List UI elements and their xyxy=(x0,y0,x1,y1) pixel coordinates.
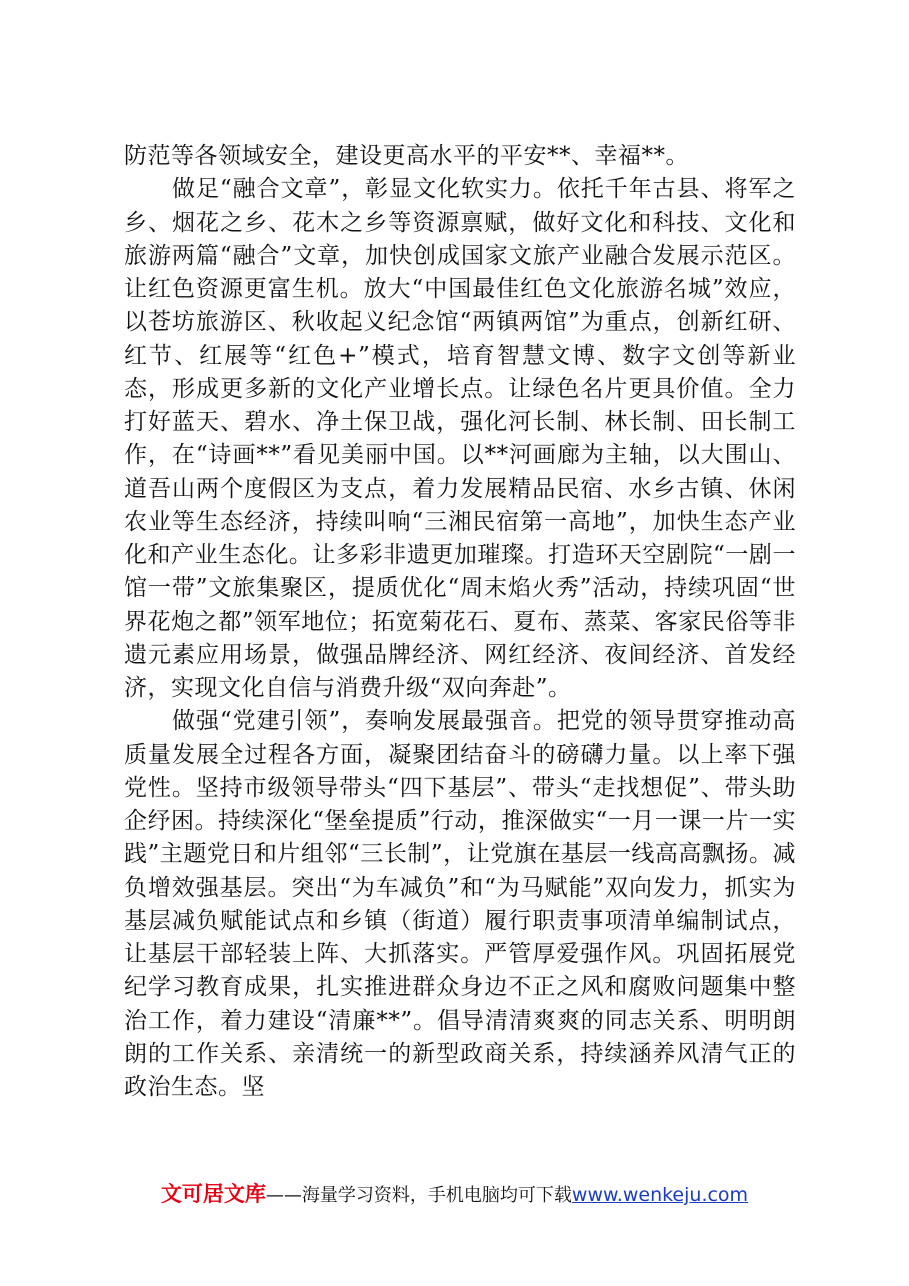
paragraph-continuation: 防范等各领域安全，建设更高水平的平安**、幸福**。 xyxy=(124,143,689,169)
footer-brand: 文可居文库 xyxy=(160,1182,266,1206)
footer-url-link[interactable]: www.wenkeju.com xyxy=(571,1184,749,1206)
footer-banner xyxy=(0,1178,909,1208)
document-body xyxy=(124,140,796,1104)
footer-tagline: ——海量学习资料，手机电脑均可下载 xyxy=(265,1185,572,1206)
paragraph-culture: 做足“融合文章”，彰显文化软实力。依托千年古县、将军之乡、烟花之乡、花木之乡等资源禀赋，做好文化和科技、文化和旅游两篇“融合”文章，加快创成国家文旅产业融合发展示范区。让红色资源更富生机。放大“中国最佳红色文化旅游名城”效应，以苍坊旅游区、秋收起义纪念馆“两镇两馆”为重点，创新红研、红节、红展等“红色+”模式，培育智慧文博、数字文创等新业态，形成更多新的文化产业增长点。让绿色名片更具价值。全力打好蓝天、碧水、净土保卫战，强化河长制、林长制、田长制工作，在“诗画**”看见美丽中国。以**河画廊为主轴，以大围山、道吾山两个度假区为支点，着力发展精品民宿、水乡古镇、休闲农业等生态经济，持续叫响“三湘民宿第一高地”，加快生态产业化和产业生态化。让多彩非遗更加璀璨。打造环天空剧院“一剧一馆一带”文旅集聚区，提质优化“周末焰火秀”活动，持续巩固“世界花炮之都”领军地位；拓宽菊花石、夏布、蒸菜、客家民俗等非遗元素应用场景，做强品牌经济、网红经济、夜间经济、首发经济，实现文化自信与消费升级“双向奔赴”。 xyxy=(124,176,796,701)
paragraph-party-building: 做强“党建引领”，奏响发展最强音。把党的领导贯穿推动高质量发展全过程各方面，凝聚团结奋斗的磅礴力量。以上率下强党性。坚持市级领导带头“四下基层”、带头“走找想促”、带头助企纾困。持续深化“堡垒提质”行动，推深做实“一月一课一片一实践”主题党日和片组邻“三长制”，让党旗在基层一线高高飘扬。减负增效强基层。突出“为车减负”和“为马赋能”双向发力，抓实为基层减负赋能试点和乡镇（街道）履行职责事项清单编制试点，让基层干部轻装上阵、大抓落实。严管厚爱强作风。巩固拓展党纪学习教育成果，扎实推进群众身边不正之风和腐败问题集中整治工作，着力建设“清廉**”。倡导清清爽爽的同志关系、明明朗朗的工作关系、亲清统一的新型政商关系，持续涵养风清气正的政治生态。坚 xyxy=(124,708,796,1100)
